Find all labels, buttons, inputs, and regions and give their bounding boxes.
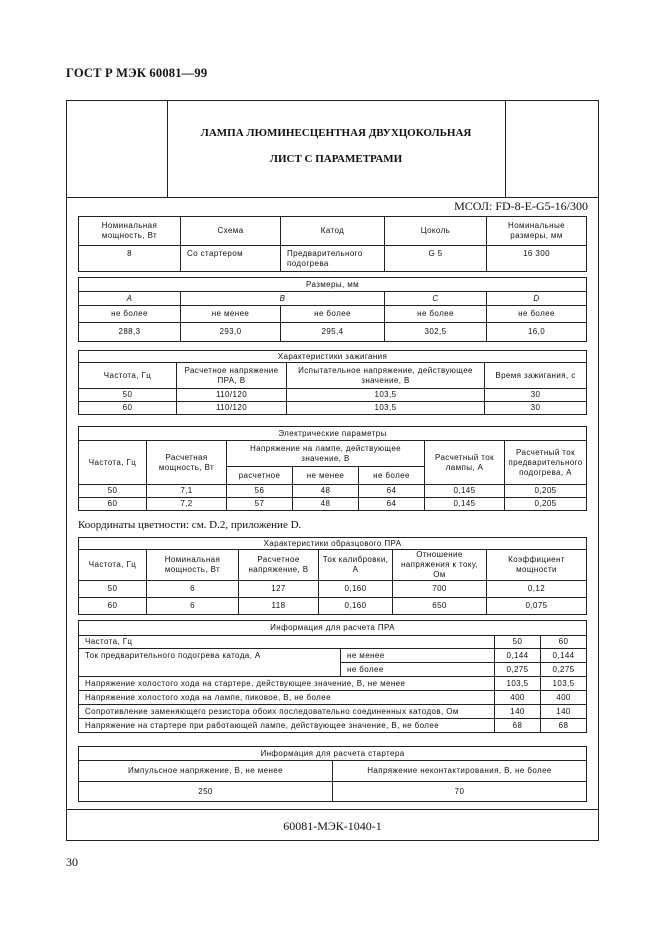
header-cell: Расчетный ток лампы, А xyxy=(425,441,505,485)
row-label: Частота, Гц xyxy=(79,636,495,649)
table-cell: не менее xyxy=(181,306,281,323)
table-cell: 103,5 xyxy=(287,402,485,415)
table-caption: Информация для расчета стартера xyxy=(79,747,587,761)
table-cell: 64 xyxy=(359,485,425,498)
row-label: Сопротивление заменяющего резистора обоих последовательно соединенных катодов, Ом xyxy=(79,705,495,719)
header-cell: Частота, Гц xyxy=(79,441,147,485)
sheet-code-footer: 60081-МЭК-1040-1 xyxy=(283,819,382,833)
table-cell: 57 xyxy=(227,498,293,511)
table-caption: Характеристики зажигания xyxy=(79,351,587,363)
table-cell: 650 xyxy=(393,598,487,615)
row-label: Напряжение холостого хода на стартере, действующее значение, В, не менее xyxy=(79,677,495,691)
table-cell: 0,144 xyxy=(495,649,541,663)
table-cell: 60 xyxy=(79,402,177,415)
header-cell: Частота, Гц xyxy=(79,363,177,389)
table-cell: 127 xyxy=(239,581,319,598)
table-cell: 0,075 xyxy=(487,598,587,615)
table-cell: не более xyxy=(281,306,385,323)
table-cell: 7,1 xyxy=(147,485,227,498)
table-cell: 140 xyxy=(495,705,541,719)
header-cell: Частота, Гц xyxy=(79,550,147,581)
row-label: Ток предварительного подогрева катода, А xyxy=(79,649,341,677)
header-cell: Напряжение неконтактирования, В, не более xyxy=(333,761,587,782)
table-cell: 50 xyxy=(79,389,177,402)
table-cell: 60 xyxy=(541,636,587,649)
table-cell: 64 xyxy=(359,498,425,511)
table-cell: 0,205 xyxy=(505,485,587,498)
sheet-title: ЛАМПА ЛЮМИНЕСЦЕНТНАЯ ДВУХЦОКОЛЬНАЯ xyxy=(200,127,472,139)
table-caption: Электрические параметры xyxy=(79,427,587,441)
table-cell: 48 xyxy=(293,498,359,511)
header-cell: не менее xyxy=(293,467,359,485)
table-cell: 48 xyxy=(293,485,359,498)
table-cell: 6 xyxy=(147,598,239,615)
header-cell: A xyxy=(79,292,181,306)
table-cell: не более xyxy=(79,306,181,323)
table-cell: не более xyxy=(487,306,587,323)
header-cell: Отношение напряжения к току, Ом xyxy=(393,550,487,581)
table-cell: 0,160 xyxy=(319,581,393,598)
table-cell: 68 xyxy=(495,719,541,733)
table-cell: 56 xyxy=(227,485,293,498)
ballast-design-table xyxy=(78,620,587,733)
header-cell: Ток калибровки, А xyxy=(319,550,393,581)
table-cell: 0,12 xyxy=(487,581,587,598)
table-cell: 70 xyxy=(333,782,587,802)
table-cell: 0,275 xyxy=(541,663,587,677)
electrical-table xyxy=(78,426,587,511)
header-cell: не более xyxy=(359,467,425,485)
table-cell: 0,145 xyxy=(425,485,505,498)
table-cell: 7,2 xyxy=(147,498,227,511)
table-cell: 295,4 xyxy=(281,323,385,342)
header-cell: Время зажигания, с xyxy=(485,363,587,389)
title-divider-right xyxy=(505,101,506,197)
table-cell: 110/120 xyxy=(177,389,287,402)
table-cell: 110/120 xyxy=(177,402,287,415)
table-cell: G 5 xyxy=(385,246,487,272)
row-label: Напряжение холостого хода на лампе, пиковое, В, не более xyxy=(79,691,495,705)
table-cell: Со стартером xyxy=(181,246,281,272)
table-cell: 60 xyxy=(79,598,147,615)
header-cell: Импульсное напряжение, В, не менее xyxy=(79,761,333,782)
sheet-subtitle: ЛИСТ С ПАРАМЕТРАМИ xyxy=(269,153,403,165)
reference-ballast-table xyxy=(78,537,587,615)
header-cell: Напряжение на лампе, действующее значение, В xyxy=(227,441,425,467)
header-cell: Расчетный ток предварительного подогрева, А xyxy=(505,441,587,485)
starter-design-table xyxy=(78,746,587,802)
table-cell: 68 xyxy=(541,719,587,733)
header-cell: Расчетное напряжение ПРА, В xyxy=(177,363,287,389)
dimensions-table xyxy=(78,277,587,342)
table-cell: 30 xyxy=(485,389,587,402)
table-cell: Предварительного подогрева xyxy=(281,246,385,272)
header-cell: расчетное xyxy=(227,467,293,485)
header-cell: Номинальные размеры, мм xyxy=(487,217,587,246)
table-cell: не более xyxy=(385,306,487,323)
header-cell: Номинальная мощность, Вт xyxy=(147,550,239,581)
table-cell: 103,5 xyxy=(541,677,587,691)
table-cell: 103,5 xyxy=(287,389,485,402)
row-label: Напряжение на стартере при работающей лампе, действующее значение, В, не более xyxy=(79,719,495,733)
title-divider-left xyxy=(167,101,168,197)
page-number: 30 xyxy=(66,855,78,869)
table-caption: Размеры, мм xyxy=(79,278,587,292)
table-cell: 0,205 xyxy=(505,498,587,511)
ignition-table xyxy=(78,350,587,415)
table-cell: 0,144 xyxy=(541,649,587,663)
table-cell: 250 xyxy=(79,782,333,802)
table-cell: 103,5 xyxy=(495,677,541,691)
chromaticity-note: Координаты цветности: см. D.2, приложение D. xyxy=(78,519,302,531)
header-cell: C xyxy=(385,292,487,306)
row-label: не более xyxy=(341,663,495,677)
table-cell: 6 xyxy=(147,581,239,598)
table-caption: Характеристики образцового ПРА xyxy=(79,538,587,550)
table-cell: 30 xyxy=(485,402,587,415)
header-cell: Расчетная мощность, Вт xyxy=(147,441,227,485)
footer-rule xyxy=(67,809,598,810)
header-cell: Коэффициент мощности xyxy=(487,550,587,581)
header-cell: Расчетное напряжение, В xyxy=(239,550,319,581)
table-cell: 293,0 xyxy=(181,323,281,342)
msol-code: МСОЛ: FD-8-E-G5-16/300 xyxy=(454,199,588,213)
table-cell: 16 300 xyxy=(487,246,587,272)
header-cell: Номинальная мощность, Вт xyxy=(79,217,181,246)
table-cell: 0,160 xyxy=(319,598,393,615)
standard-header: ГОСТ Р МЭК 60081—99 xyxy=(66,66,208,80)
header-cell: Испытательное напряжение, действующее значение, В xyxy=(287,363,485,389)
header-cell: Катод xyxy=(281,217,385,246)
table-cell: 0,275 xyxy=(495,663,541,677)
table-cell: 288,3 xyxy=(79,323,181,342)
table-cell: 118 xyxy=(239,598,319,615)
table-cell: 16,0 xyxy=(487,323,587,342)
table-cell: 0,145 xyxy=(425,498,505,511)
table-caption: Информация для расчета ПРА xyxy=(79,621,587,636)
header-cell: Схема xyxy=(181,217,281,246)
header-cell: B xyxy=(181,292,385,306)
table-cell: 60 xyxy=(79,498,147,511)
table-cell: 400 xyxy=(495,691,541,705)
table-cell: 50 xyxy=(79,485,147,498)
table-cell: 302,5 xyxy=(385,323,487,342)
table-cell: 400 xyxy=(541,691,587,705)
table-cell: 140 xyxy=(541,705,587,719)
title-bottom-rule xyxy=(67,197,598,198)
row-label: не менее xyxy=(341,649,495,663)
header-cell: Цоколь xyxy=(385,217,487,246)
table-cell: 8 xyxy=(79,246,181,272)
table-cell: 50 xyxy=(79,581,147,598)
lamp-summary-table xyxy=(78,216,587,272)
table-cell: 700 xyxy=(393,581,487,598)
table-cell: 50 xyxy=(495,636,541,649)
header-cell: D xyxy=(487,292,587,306)
